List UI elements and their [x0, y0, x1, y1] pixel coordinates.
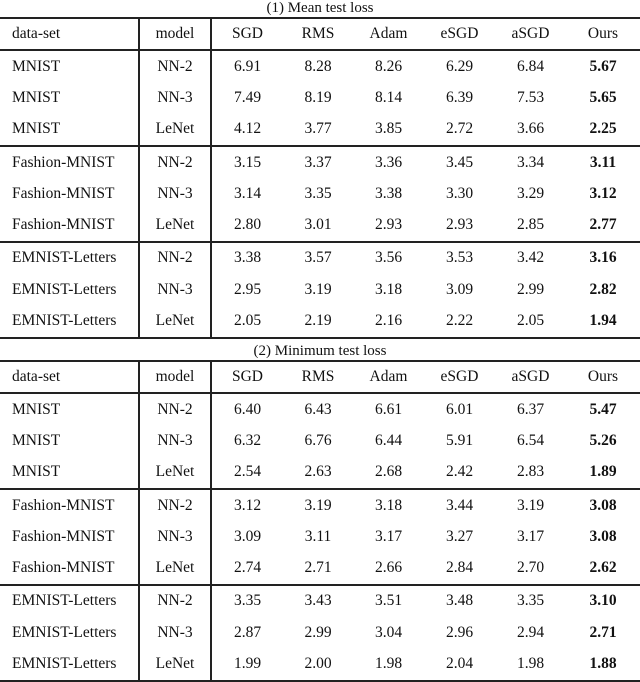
table-row — [0, 242, 640, 274]
value-cell-ours: 3.08 — [566, 489, 640, 521]
value-cell-adam: 1.98 — [374, 655, 403, 673]
value-cell-rms: 2.19 — [304, 312, 332, 330]
value-cell-ours: 3.10 — [566, 585, 640, 617]
dataset-cell: EMNIST-Letters — [0, 242, 139, 274]
dataset-cell: Fashion-MNIST — [0, 178, 139, 209]
model-cell: LeNet — [139, 552, 211, 584]
column-header-sgd: SGD — [211, 18, 283, 50]
value-cell-adam: 3.18 — [353, 489, 424, 521]
table-row — [0, 457, 640, 489]
value-cell-asgd: 6.37 — [516, 400, 545, 418]
model-cell: LeNet — [139, 209, 211, 241]
value-cell-esgd: 2.22 — [445, 312, 474, 330]
value-cell-esgd: 2.42 — [445, 463, 474, 481]
value-cell-asgd: 3.19 — [495, 489, 566, 521]
dataset-cell: MNIST — [0, 425, 139, 456]
column-header-adam: Adam — [353, 361, 424, 393]
value-cell-sgd: 2.54 — [233, 463, 262, 481]
value-cell-ours: 1.88 — [589, 655, 617, 673]
column-header-ours: Ours — [566, 18, 640, 50]
table-row — [0, 178, 640, 209]
table-row — [0, 305, 640, 337]
dataset-cell: Fashion-MNIST — [0, 552, 139, 584]
value-cell-asgd: 2.85 — [516, 216, 545, 234]
value-cell-adam: 2.68 — [374, 463, 403, 481]
dataset-cell: MNIST — [0, 114, 139, 146]
dataset-cell: Fashion-MNIST — [0, 521, 139, 552]
value-cell-esgd: 5.91 — [445, 431, 474, 449]
model-cell: NN-3 — [139, 178, 211, 209]
value-cell-rms: 3.19 — [304, 280, 332, 298]
value-cell-ours: 2.62 — [589, 559, 617, 577]
table-row — [0, 114, 640, 146]
value-cell-ours: 3.12 — [589, 184, 617, 202]
value-cell-ours: 3.08 — [589, 527, 617, 545]
value-cell-sgd: 3.15 — [211, 146, 283, 178]
value-cell-ours: 1.94 — [589, 312, 617, 330]
value-cell-esgd: 2.96 — [445, 623, 474, 641]
minimum-test-loss-table-block — [0, 343, 640, 682]
value-cell-ours: 3.11 — [566, 146, 640, 178]
model-cell: NN-2 — [139, 489, 211, 521]
header-row — [0, 361, 640, 393]
value-cell-sgd: 3.12 — [211, 489, 283, 521]
minimum-test-loss-table — [0, 360, 640, 682]
table-row — [0, 585, 640, 617]
model-cell: LeNet — [139, 648, 211, 680]
value-cell-esgd: 3.44 — [424, 489, 495, 521]
table-row — [0, 393, 640, 425]
value-cell-adam: 3.85 — [374, 120, 403, 138]
table-row — [0, 552, 640, 584]
table-row — [0, 82, 640, 113]
column-header-asgd: aSGD — [495, 361, 566, 393]
value-cell-rms: 2.00 — [304, 655, 332, 673]
column-header-adam: Adam — [353, 18, 424, 50]
value-cell-rms: 2.71 — [304, 559, 332, 577]
value-cell-rms: 3.11 — [304, 527, 332, 545]
model-cell: NN-2 — [139, 393, 211, 425]
value-cell-asgd: 3.66 — [516, 120, 545, 138]
model-cell: LeNet — [139, 305, 211, 337]
table-row — [0, 521, 640, 552]
value-cell-rms: 3.77 — [304, 120, 332, 138]
mean-test-loss-table-block — [0, 0, 640, 339]
dataset-cell: Fashion-MNIST — [0, 209, 139, 241]
value-cell-rms: 3.43 — [283, 585, 353, 617]
value-cell-adam: 3.51 — [353, 585, 424, 617]
value-cell-rms: 8.28 — [304, 57, 332, 75]
value-cell-esgd: 2.84 — [445, 559, 474, 577]
value-cell-ours: 2.82 — [589, 280, 617, 298]
value-cell-esgd: 3.53 — [424, 242, 495, 274]
header-row — [0, 18, 640, 50]
value-cell-rms: 3.35 — [304, 184, 332, 202]
value-cell-asgd: 3.42 — [495, 242, 566, 274]
model-cell: NN-3 — [139, 617, 211, 648]
value-cell-sgd: 2.87 — [233, 623, 262, 641]
column-header-asgd: aSGD — [495, 18, 566, 50]
value-cell-sgd: 2.74 — [233, 559, 262, 577]
value-cell-ours: 2.77 — [589, 216, 617, 234]
value-cell-esgd: 6.29 — [445, 57, 474, 75]
value-cell-rms: 6.43 — [304, 400, 332, 418]
value-cell-esgd: 2.72 — [445, 120, 474, 138]
model-cell: NN-2 — [139, 585, 211, 617]
value-cell-esgd: 3.09 — [445, 280, 474, 298]
dataset-cell: Fashion-MNIST — [0, 146, 139, 178]
table-row — [0, 146, 640, 178]
value-cell-ours: 5.47 — [589, 400, 617, 418]
value-cell-sgd: 2.80 — [233, 216, 262, 234]
dataset-cell: MNIST — [0, 50, 139, 82]
value-cell-rms: 3.37 — [283, 146, 353, 178]
table-row — [0, 274, 640, 305]
value-cell-asgd: 3.29 — [516, 184, 545, 202]
model-cell: NN-2 — [139, 146, 211, 178]
value-cell-rms: 3.57 — [283, 242, 353, 274]
value-cell-ours: 5.26 — [589, 431, 617, 449]
model-cell: LeNet — [139, 457, 211, 489]
table-caption: (1) Mean test loss — [266, 0, 374, 16]
dataset-cell: EMNIST-Letters — [0, 585, 139, 617]
value-cell-rms: 2.63 — [304, 463, 332, 481]
value-cell-asgd: 3.34 — [495, 146, 566, 178]
column-header-data-set: data-set — [0, 361, 139, 393]
value-cell-sgd: 3.14 — [233, 184, 262, 202]
value-cell-sgd: 3.09 — [233, 527, 262, 545]
model-cell: NN-3 — [139, 82, 211, 113]
column-header-model: model — [139, 361, 211, 393]
value-cell-esgd: 2.04 — [445, 655, 474, 673]
model-cell: NN-3 — [139, 425, 211, 456]
value-cell-asgd: 2.70 — [516, 559, 545, 577]
value-cell-sgd: 4.12 — [233, 120, 262, 138]
value-cell-adam: 6.44 — [374, 431, 403, 449]
dataset-cell: MNIST — [0, 457, 139, 489]
column-header-sgd: SGD — [211, 361, 283, 393]
value-cell-esgd: 6.01 — [445, 400, 474, 418]
value-cell-sgd: 3.35 — [211, 585, 283, 617]
model-cell: NN-2 — [139, 242, 211, 274]
value-cell-adam: 3.38 — [374, 184, 403, 202]
value-cell-adam: 2.66 — [374, 559, 403, 577]
value-cell-asgd: 3.17 — [516, 527, 545, 545]
model-cell: NN-3 — [139, 521, 211, 552]
value-cell-ours: 5.65 — [589, 88, 617, 106]
model-cell: NN-2 — [139, 50, 211, 82]
value-cell-adam: 6.61 — [374, 400, 403, 418]
value-cell-asgd: 2.99 — [516, 280, 545, 298]
value-cell-asgd: 6.54 — [516, 431, 545, 449]
value-cell-asgd: 7.53 — [516, 88, 545, 106]
column-header-esgd: eSGD — [424, 18, 495, 50]
dataset-cell: EMNIST-Letters — [0, 617, 139, 648]
value-cell-esgd: 3.48 — [424, 585, 495, 617]
model-cell: LeNet — [139, 114, 211, 146]
model-cell: NN-3 — [139, 274, 211, 305]
value-cell-esgd: 2.93 — [445, 216, 474, 234]
value-cell-esgd: 6.39 — [445, 88, 474, 106]
value-cell-sgd: 3.38 — [211, 242, 283, 274]
value-cell-sgd: 6.91 — [233, 57, 262, 75]
value-cell-sgd: 1.99 — [233, 655, 262, 673]
value-cell-adam: 3.36 — [353, 146, 424, 178]
value-cell-rms: 6.76 — [304, 431, 332, 449]
value-cell-asgd: 1.98 — [516, 655, 545, 673]
value-cell-adam: 2.16 — [374, 312, 403, 330]
value-cell-ours: 2.71 — [589, 623, 617, 641]
value-cell-asgd: 2.05 — [516, 312, 545, 330]
value-cell-sgd: 6.40 — [233, 400, 262, 418]
dataset-cell: EMNIST-Letters — [0, 648, 139, 680]
value-cell-sgd: 2.95 — [233, 280, 262, 298]
table-row — [0, 50, 640, 82]
table-row — [0, 648, 640, 680]
dataset-cell: MNIST — [0, 82, 139, 113]
column-header-rms: RMS — [283, 18, 353, 50]
value-cell-esgd: 3.45 — [424, 146, 495, 178]
value-cell-sgd: 7.49 — [233, 88, 262, 106]
value-cell-rms: 8.19 — [304, 88, 332, 106]
dataset-cell: Fashion-MNIST — [0, 489, 139, 521]
value-cell-rms: 3.01 — [304, 216, 332, 234]
value-cell-asgd: 3.35 — [495, 585, 566, 617]
value-cell-esgd: 3.30 — [445, 184, 474, 202]
table-row — [0, 617, 640, 648]
value-cell-sgd: 6.32 — [233, 431, 262, 449]
value-cell-ours: 5.67 — [589, 57, 617, 75]
value-cell-adam: 3.17 — [374, 527, 403, 545]
table-caption: (2) Minimum test loss — [253, 343, 387, 359]
column-header-data-set: data-set — [0, 18, 139, 50]
value-cell-rms: 3.19 — [283, 489, 353, 521]
value-cell-asgd: 6.84 — [516, 57, 545, 75]
mean-test-loss-table — [0, 17, 640, 339]
column-header-model: model — [139, 18, 211, 50]
dataset-cell: EMNIST-Letters — [0, 274, 139, 305]
value-cell-sgd: 2.05 — [233, 312, 262, 330]
value-cell-adam: 8.26 — [374, 57, 403, 75]
value-cell-adam: 3.18 — [374, 280, 403, 298]
value-cell-esgd: 3.27 — [445, 527, 474, 545]
value-cell-adam: 8.14 — [374, 88, 403, 106]
value-cell-asgd: 2.94 — [516, 623, 545, 641]
column-header-rms: RMS — [283, 361, 353, 393]
table-row — [0, 209, 640, 241]
column-header-esgd: eSGD — [424, 361, 495, 393]
value-cell-adam: 2.93 — [374, 216, 403, 234]
column-header-ours: Ours — [566, 361, 640, 393]
table-row — [0, 489, 640, 521]
value-cell-ours: 2.25 — [589, 120, 617, 138]
value-cell-ours: 1.89 — [589, 463, 617, 481]
value-cell-ours: 3.16 — [566, 242, 640, 274]
value-cell-adam: 3.56 — [353, 242, 424, 274]
value-cell-adam: 3.04 — [374, 623, 403, 641]
dataset-cell: EMNIST-Letters — [0, 305, 139, 337]
table-row — [0, 425, 640, 456]
value-cell-rms: 2.99 — [304, 623, 332, 641]
dataset-cell: MNIST — [0, 393, 139, 425]
value-cell-asgd: 2.83 — [516, 463, 545, 481]
